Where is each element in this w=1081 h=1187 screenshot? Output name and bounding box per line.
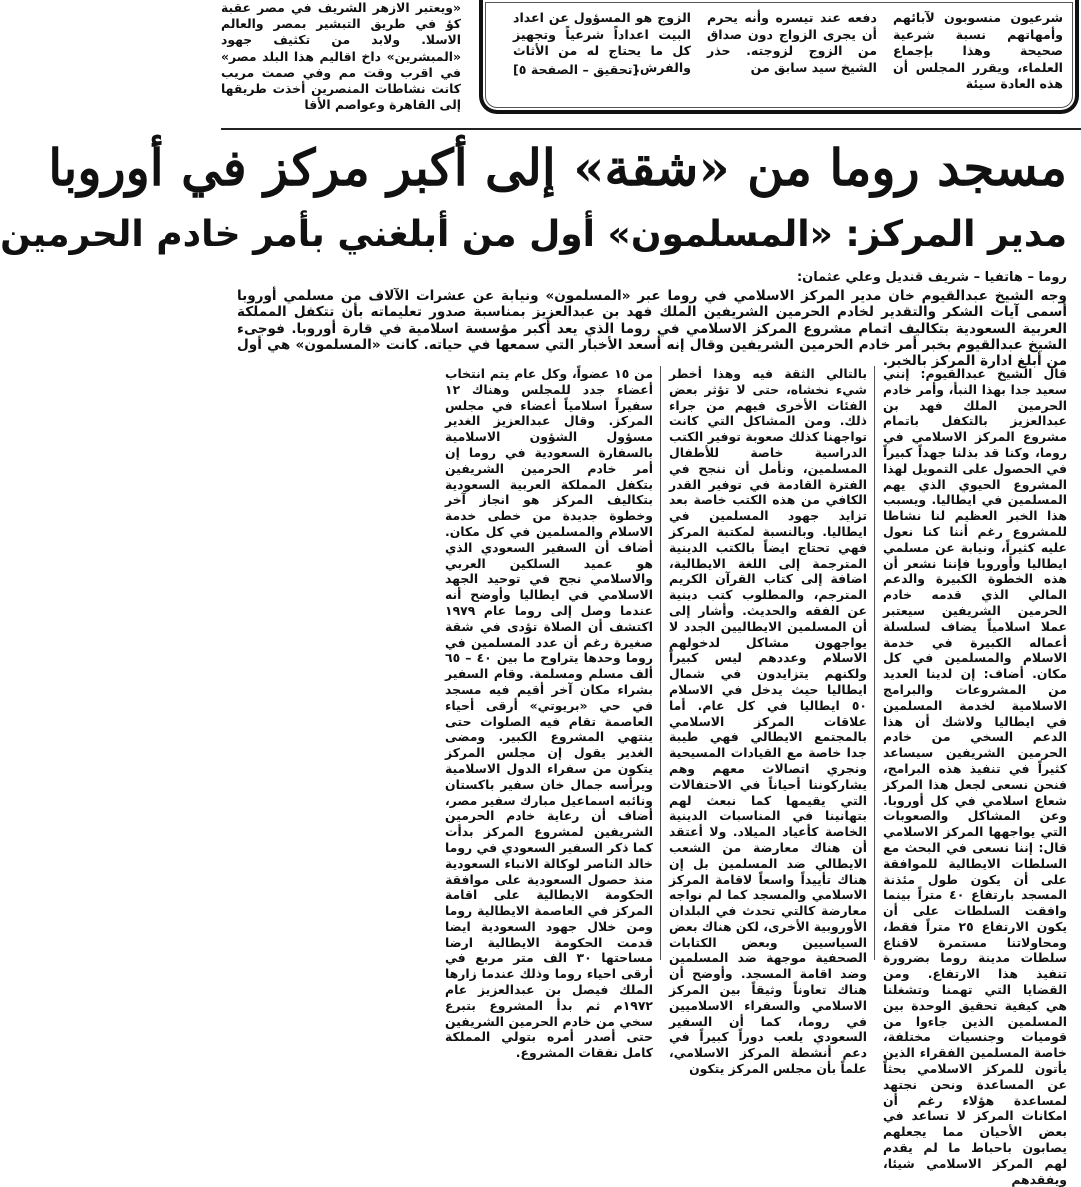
article-column-mid-left: من ١٥ عضواً، وكل عام يتم انتخاب أعضاء جدد للمجلس وهناك ١٢ سفيراً اسلامياً أعضاء في مجلس المركز. وقال عبدالعزيز الغدير مسؤول الشؤون الاسلامية بالسفارة السعودية في روما إن أمر خادم الحرمين الشريفين بتكفل المملكة العربية السعودية بتكاليف المركز هو انجاز آخر وخطوة جديدة من خطى خدمة الاسلام والمسلمين في كل مكان. أضاف أن السفير السعودي الذي هو عميد السلكين العربي والاسلامي نجح في توحيد الجهد الاسلامي في ايطاليا وأوضح أنه عندما وصل إلى روما عام ١٩٧٩ اكتشف أن الصلاة تؤدى في شقة صغيرة رغم أن عدد المسلمين في روما وحدها يتراوح ما بين ٤٠ – ٦٥ ألف مسلم ومسلمة. وقام السفير بشراء مكان آخر أقيم فيه مسجد في حي «بريوتي» أرقى أحياء العاصمة تقام فيه الصلوات حتى ينتهي المشروع الكبير. ومضى الغدير يقول إن مجلس المركز يتكون من سفراء الدول الاسلامية ويرأسه جمال خان سفير باكستان ونائبه اسماعيل مبارك سفير مصر، أضاف أن رعاية خادم الحرمين الشريفين لمشروع المركز بدأت كما ذكر السفير السعودي في روما خالد الناصر لوكالة الانباء السعودية منذ حصول السعودية على موافقة الحكومة الايطالية على اقامة المركز في العاصمة الايطالية روما ومن خلال جهود السعودية ايضا قدمت الحكومة الايطالية ارضا مساحتها ٣٠ الف متر مربع في أرقى احياء روما وذلك عندما زارها الملك فيصل بن عبدالعزيز عام ١٩٧٢م ثم بدأ المشروع بتبرع سخي من خادم الحرمين الشريفين حتى أصدر أمره بتولي المملكة كامل نفقات المشروع. (445, 366, 653, 1061)
divider-rule (221, 128, 1081, 130)
column-rule (874, 366, 875, 960)
teaser-reference: [تحقيق – الصفحة ٥] (513, 62, 639, 77)
article-intro: وجه الشيخ عبدالقيوم خان مدير المركز الاسلامي في روما عبر «المسلمون» ونيابة عن عشرات الآلاف من مسلمي أوروبا أسمى آيات الشكر والتقدير لخادم الحرمين الشريفين الملك فهد بن عبدالعزيز بمناسبة صدور تعليماته بأن تتكفل المملكة العربية السعودية بتكاليف اتمام مشروع المركز الاسلامي في روما الذي يعد أكبر مؤسسة اسلامية في قارة أوروبا. فوجىء الشيخ عبدالقيوم بخبر أمر خادم الحرمين الشريفين وقال إنه أسعد الأخبار التي سمعها في حياته. كانت «المسلمون» هي أول من أبلغ ادارة المركز بالخبر. (237, 288, 1067, 370)
headline: مسجد روما من «شقة» إلى أكبر مركز في أوروبا (48, 138, 1067, 197)
column-rule (660, 366, 661, 960)
teaser-box (479, 0, 1079, 114)
subheadline: مدير المركز: «المسلمون» أول من أبلغني بأمر خادم الحرمين (0, 214, 1067, 255)
article-column-mid-right: بالتالي الثقة فيه وهذا أخطر شيء نخشاه، حتى لا تؤثر بعض الفئات الأخرى فيهم من جراء ذلك. ومن المشاكل التي كانت تواجهنا كذلك صعوبة توفير الكتب الدراسية خاصة للأطفال المسلمين، ونأمل أن ننجح في الفترة القادمة في توفير القدر الكافي من هذه الكتب خاصة بعد تزايد جهود المسلمين في ايطاليا. وبالنسبة لمكتبة المركز فهي تحتاج ايضاً بالكتب الدينية المترجمة إلى اللغة الايطالية، اضافة إلى كتاب القرآن الكريم المترجم، والمطلوب كتب دينية عن الفقه والحديث. وأشار إلى أن المسلمين الايطاليين الجدد لا يواجهون مشاكل لدخولهم الاسلام وعددهم ليس كبيراً ولكنهم يتزايدون في شمال ايطاليا حيث يدخل في الاسلام ٥٠ ايطاليا في كل عام. أما علاقات المركز الاسلامي بالمجتمع الايطالي فهي طيبة جدا خاصة مع القيادات المسيحية ونجري اتصالات معهم وهم يشاركوننا أحياناً في الاحتفالات التي يقيمها كما نبعث لهم بتهانينا في المناسبات الدينية الخاصة كأعياد الميلاد. ولا أعتقد أن هناك معارضة من الشعب الايطالي ضد المسلمين بل إن هناك تأييداً واسعاً لاقامة المركز الاسلامي والمسجد كما لم نواجه معارضة كالتي تحدث في البلدان الأوروبية الأخرى، لكن هناك بعض السياسيين وبعض الكتابات الصحفية موجهة ضد المسلمين وضد اقامة المسجد. وأوضح أن هناك تعاوناً وثيقاً بين المركز الاسلامي والسفراء الاسلاميين في روما، كما أن السفير السعودي يلعب دوراً كبيراً في دعم أنشطة المركز الاسلامي، علماً بأن مجلس المركز يتكون (669, 366, 867, 1077)
teaser-column-3: الزوج هو المسؤول عن اعداد البيت اعداداً شرعياً وتجهيز كل ما يحتاج له من الأثاث والفرش. (513, 10, 691, 75)
teaser-column-1: شرعيون منسوبون لآبائهم وأمهاتهم نسبة شرعية صحيحة وهذا بإجماع العلماء، ويقرر المجلس أن هذه العادة سيئة (893, 10, 1063, 91)
byline: روما – هاتفيا – شريف قنديل وعلي عثمان: (796, 270, 1067, 285)
article-column-right: قال الشيخ عبدالقيوم: إنني سعيد جدا بهذا النبأ، وأمر خادم الحرمين الملك فهد بن عبدالعزيز بالتكفل باتمام مشروع المركز الاسلامي في روما، وكنا قد بذلنا جهداً كبيراً في الحصول على التمويل لهذا المشروع الحيوي الذي يهم المسلمين في ايطاليا. ويسبب هذا الخبر العظيم لنا نشاطا للمشروع رغم أننا كنا نعول عليه كثيراً، ونيابة عن مسلمي ايطاليا وأوروبا فإننا نشعر أن هذه الخطوة الكبيرة والدعم المالي الذي قدمه خادم الحرمين الشريفين سيعتبر عملا اسلامياً يضاف لسلسلة أعماله الكبيرة في خدمة الاسلام والمسلمين في كل مكان. أضاف: إن لدينا العديد من المشروعات والبرامج الاسلامية لخدمة المسلمين في ايطاليا ولاشك أن هذا الدعم السخي من خادم الحرمين الشريفين سيساعد كثيراً في تنفيذ هذه البرامج، فنحن نسعى لجعل هذا المركز شعاع اسلامي في كل أوروبا. وعن المشاكل والصعوبات التي يواجهها المركز الاسلامي قال: إننا نسعى في البحث مع السلطات الايطالية للموافقة على أن يكون طول مئذنة المسجد بارتفاع ٤٠ متراً بينما وافقت السلطات على أن يكون الارتفاع ٢٥ متراً فقط، ومحاولاتنا مستمرة لاقناع سلطات مدينة روما بضرورة تنفيذ هذا الارتفاع. ومن القضايا التي تهمنا وتشغلنا هي كيفية تحقيق الوحدة بين المسلمين الذين جاءوا من قوميات وجنسيات مختلفة، خاصة المسلمين الفقراء الذين يأتون للمركز الاسلامي بحثاً عن المساعدة ونحن نجتهد لمساعدة هؤلاء رغم أن امكانات المركز لا تساعد في بعض الأحيان مما يجعلهم يصابون باحباط ما لم يقدم لهم المركز الاسلامي شيئا، ويفقدهم (883, 366, 1067, 1187)
teaser-column-2: دفعه عند تيسره وأنه يحرم أن يجرى الزواج دون صداق من الزوج لزوجته. حذر الشيخ سيد سابق من (707, 10, 877, 75)
adjacent-article-fragment: «ويعتبر الازهر الشريف في مصر عقبة كؤ في طريق التبشير بمصر والعالم الاسلا. ولابد من تكثيف جهود «المبشرين» داخ اقاليم هذا البلد مصر» في اقرب وقت مم وفي صمت مريب كانت نشاطات المنصرين أخذت طريقها إلى القاهرة وعواصم الأقا (221, 0, 461, 113)
